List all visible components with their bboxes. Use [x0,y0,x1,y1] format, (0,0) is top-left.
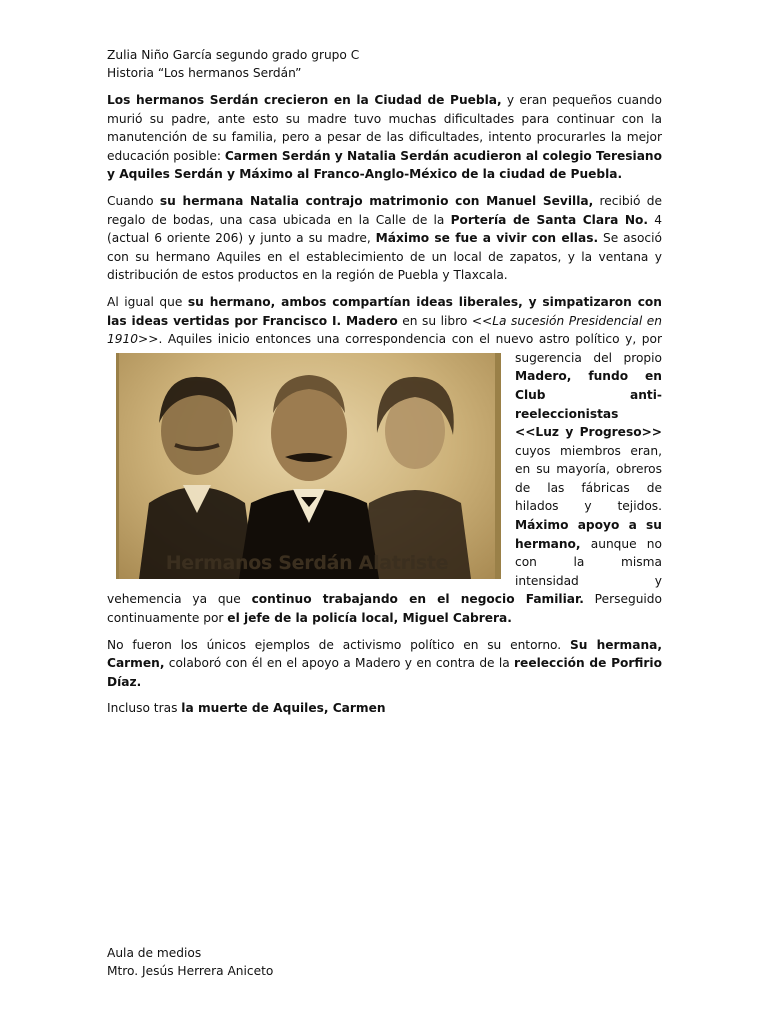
body-text: Se asoció con su hermano Aquiles en el establecimiento de un local de zapatos, y la ventana y distribución de estos productos en la región de Puebla y Tlaxcala. [107,231,662,283]
bold-text: Máximo se fue a vivir con ellas. [375,231,599,246]
bold-text: la muerte de Aquiles, Carmen [181,701,386,716]
bold-text: Su hermana, Carmen, [107,637,662,671]
bold-text: Portería de Santa Clara No. [450,212,649,227]
author-line: Zulia Niño García segundo grado grupo C [107,48,360,62]
subject-line: Historia “Los hermanos Serdán” [107,66,302,80]
bold-text: continuo trabajando en el negocio Familiar. [251,592,584,607]
serdan-siblings-photo [116,353,501,579]
footer-line-1: Aula de medios [107,946,202,960]
body-text: >>. Aquiles inicio entonces una correspondencia con el nuevo astro político y, por sugerencia del propio [138,332,662,365]
bold-text: su hermano, ambos compartían ideas liberales, y simpatizaron con las ideas vertidas por Francisco I. Madero [107,294,662,328]
body-text: 4 (actual 6 oriente 206) y junto a su madre, [107,212,662,246]
paragraph-5 [107,699,662,718]
paragraph-3 [107,293,662,628]
body-text: Perseguido continuamente por [107,592,662,626]
document-body [107,46,662,726]
body-text: No fueron los únicos ejemplos de activismo político en su entorno. [107,637,570,652]
paragraph-2 [107,192,662,285]
body-text: en su libro << [397,313,493,328]
bold-text: Los hermanos Serdán crecieron en la Ciudad de Puebla, [107,93,502,107]
italic-text: La sucesión Presidencial en 1910 [107,313,662,347]
photo-caption: Hermanos Serdán Alatriste [165,552,449,575]
body-text: recibió de regalo de bodas, una casa ubicada en la Calle de la [107,193,662,227]
body-text: Al igual que [107,294,188,309]
body-text: aunque no con la misma intensidad y vehemencia ya que [107,536,662,607]
body-text: Incluso tras [107,701,182,716]
body-text: colaboró con él en el apoyo a Madero y en contra de la [164,656,515,671]
bold-text: Carmen Serdán y Natalia Serdán acudieron al colegio Teresiano y Aquiles Serdán y Máximo al Franco-Anglo-México de la ciudad de Puebla. [107,148,662,182]
portrait-right [359,377,471,579]
bold-text: reelección de Porfirio Díaz. [107,656,662,689]
bold-text: Máximo apoyo a su hermano, [515,518,662,551]
body-text: cuyos miembros eran, en su mayoría, obreros de las fábricas de hilados y tejidos. [515,443,662,514]
paragraph-4 [107,636,662,692]
bold-text: Madero, fundo en Club anti- reeleccionistas <<Luz y Progreso>> [515,369,662,440]
document-header [107,46,662,82]
portrait-illustration [119,353,489,579]
footer-line-2: Mtro. Jesús Herrera Aniceto [107,964,274,978]
bold-text: el jefe de la policía local, Miguel Cabrera. [227,611,512,626]
bold-text: su hermana Natalia contrajo matrimonio con Manuel Sevilla, [159,193,594,208]
body-text: Cuando [107,193,160,208]
document-footer [107,944,273,980]
body-text: y eran pequeños cuando murió su padre, ante esto su madre tuvo muchas dificultades para continuar con la manutención de su familia, pero a pesar de las dificultades, intento procurarles la mejor educación posible: [107,93,662,163]
portrait-left [139,377,255,579]
paragraph-1 [107,91,662,184]
portrait-center [239,375,379,579]
